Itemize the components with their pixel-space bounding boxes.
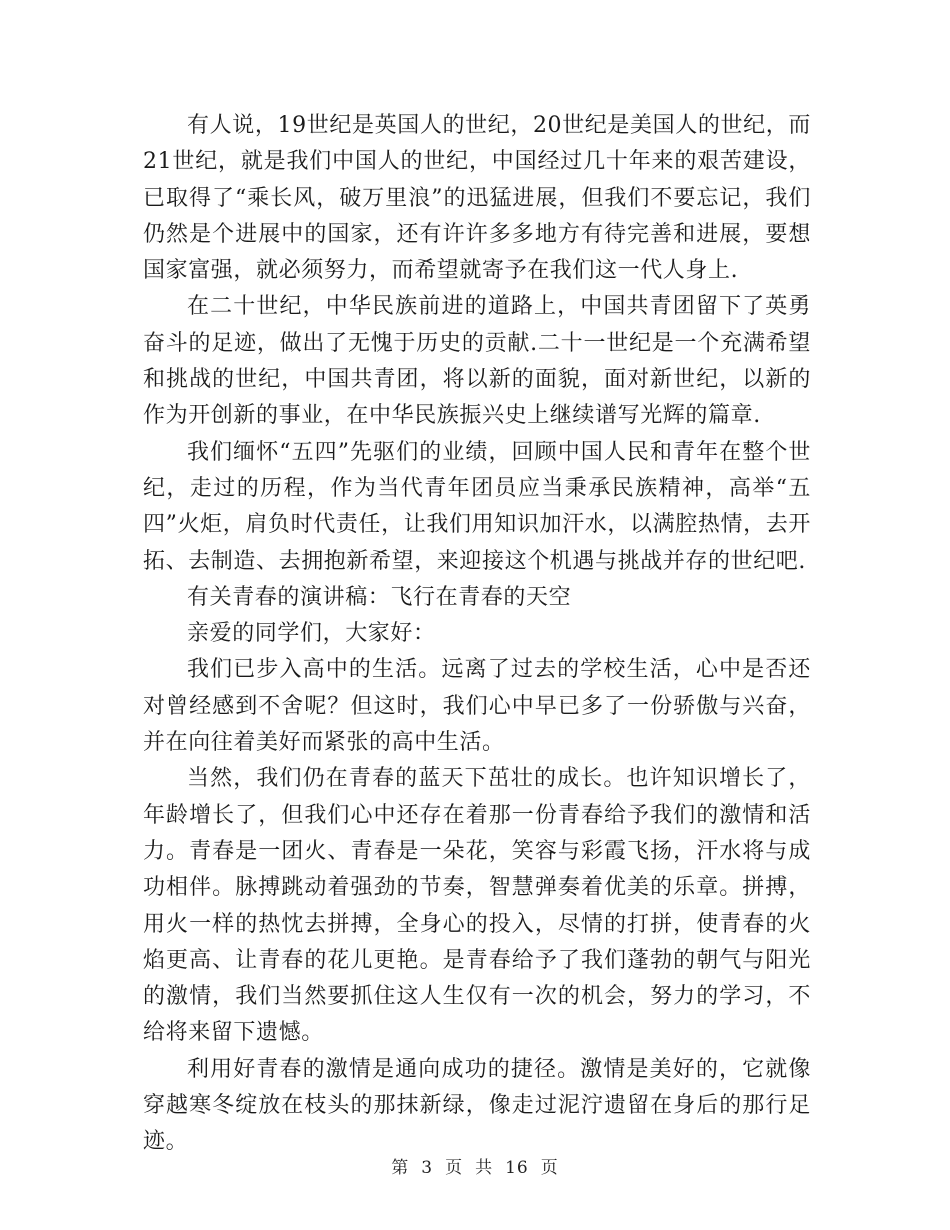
total-pages-number: 16 [505, 1158, 529, 1178]
footer-label-total: 共 [475, 1158, 494, 1178]
paragraph-7: 当然，我们仍在青春的蓝天下茁壮的成长。也许知识增长了，年龄增长了，但我们心中还存在着那一份青春给予我们的激情和活力。青春是一团火、青春是一朵花，笑容与彩霞飞扬，汗水将与成功相伴。脉搏跳动着强劲的节奏，智慧弹奏着优美的乐章。拼搏，用火一样的热忱去拼搏，全身心的投入，尽情的打拼，使青春的火焰更高、让青春的花儿更艳。是青春给予了我们蓬勃的朝气与阳光的激情，我们当然要抓住这人生仅有一次的机会，努力的学习，不给将来留下遗憾。 [143, 766, 811, 1046]
greeting: 亲爱的同学们，大家好： [187, 621, 436, 647]
paragraph-8: 利用好青春的激情是通向成功的捷径。激情是美好的，它就像穿越寒冬绽放在枝头的那抹新绿，像走过泥泞遗留在身后的那行足迹。 [143, 1056, 811, 1155]
document-body [143, 108, 811, 1161]
footer-label-page: 第 [391, 1158, 410, 1178]
paragraph-1: 有人说，19世纪是英国人的世纪，20世纪是美国人的世纪，而21世纪，就是我们中国人的世纪，中国经过几十年来的艰苦建设，已取得了“乘长风，破万里浪”的迅猛进展，但我们不要忘记，我们仍然是个进展中的国家，还有许许多多地方有待完善和进展，要想国家富强，就必须努力，而希望就寄予在我们这一代人身上. [143, 113, 811, 284]
paragraph-2: 在二十世纪，中华民族前进的道路上，中国共青团留下了英勇奋斗的足迹，做出了无愧于历史的贡献.二十一世纪是一个充满希望和挑战的世纪，中国共青团，将以新的面貌，面对新世纪，以新的作为开创新的事业，在中华民族振兴史上继续谱写光辉的篇章. [143, 294, 811, 429]
footer-label-unit: 页 [445, 1158, 464, 1178]
speech-title: 有关青春的演讲稿：飞行在青春的天空 [187, 584, 572, 610]
footer-label-unit-2: 页 [540, 1158, 559, 1178]
paragraph-6: 我们已步入高中的生活。远离了过去的学校生活，心中是否还对曾经感到不舍呢？但这时，我们心中早已多了一份骄傲与兴奋，并在向往着美好而紧张的高中生活。 [143, 657, 811, 756]
current-page-number: 3 [421, 1158, 434, 1178]
page-footer [0, 1153, 950, 1178]
paragraph-3: 我们缅怀“五四”先驱们的业绩，回顾中国人民和青年在整个世纪，走过的历程，作为当代青年团员应当秉承民族精神，高举“五四”火炬，肩负时代责任，让我们用知识加汗水，以满腔热情，去开拓、去制造、去拥抱新希望，来迎接这个机遇与挑战并存的世纪吧. [143, 439, 811, 574]
